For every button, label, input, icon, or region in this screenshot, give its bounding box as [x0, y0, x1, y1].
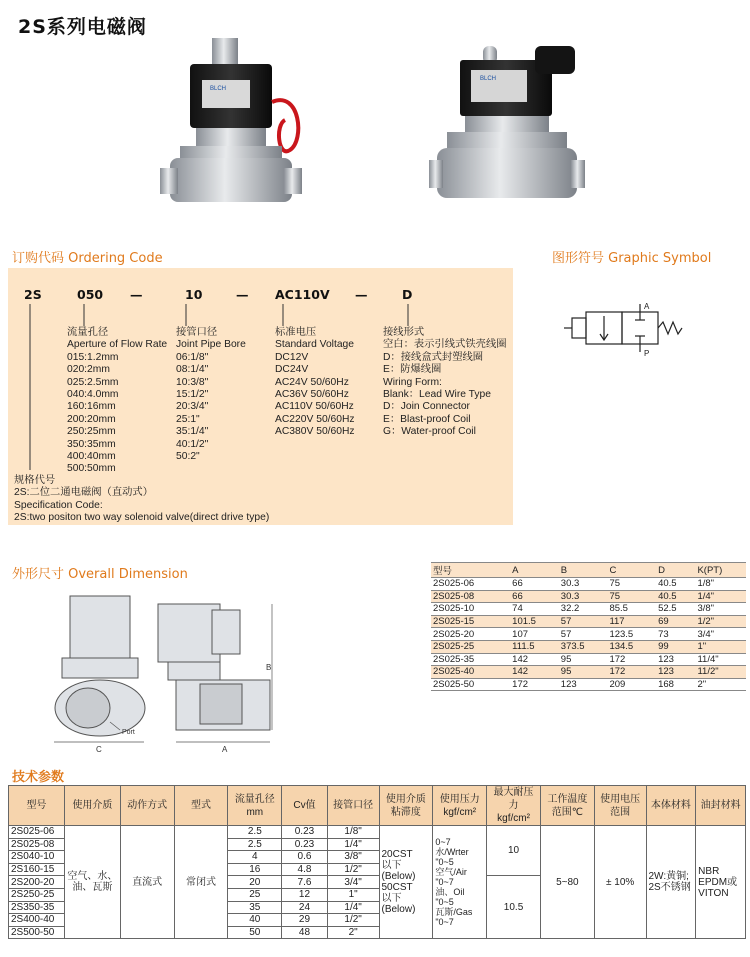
wiring-column — [383, 327, 507, 439]
tech-cv: 7.6 — [282, 876, 328, 889]
dim-cell: 2" — [695, 678, 746, 691]
dim-cell: 57 — [559, 615, 608, 628]
dim-cell: 3/8" — [695, 603, 746, 616]
spec-line: 2S:二位二通电磁阀（直动式） — [14, 487, 154, 499]
voltage-heading-en: Standard Voltage — [275, 339, 355, 351]
tech-cv: 24 — [282, 901, 328, 914]
table-row — [431, 678, 746, 691]
tech-pipe: 1/4" — [327, 901, 379, 914]
dim-header: D — [656, 563, 695, 578]
dim-cell: 73 — [656, 628, 695, 641]
tech-pipe: 3/4" — [327, 876, 379, 889]
aperture-heading-en: Aperture of Flow Rate — [67, 339, 168, 351]
dim-cell: 32.2 — [559, 603, 608, 616]
aperture-item: 025:2.5mm — [67, 376, 119, 388]
pipe-item: 25:1" — [176, 413, 200, 425]
aperture-item: 250:25mm — [67, 426, 116, 438]
tech-header: 工作温度 范围℃ — [540, 786, 594, 826]
tech-seal: NBR EPDM或 VITON — [696, 826, 746, 939]
tech-header: 最大耐压力 kgf/cm² — [487, 786, 541, 826]
dim-cell: 2S025-06 — [431, 578, 510, 591]
tech-aperture: 2.5 — [228, 826, 282, 839]
valve-photo-left — [150, 30, 320, 235]
dimension-table — [431, 562, 746, 691]
tech-model: 2S160-15 — [9, 863, 65, 876]
dim-cell: 52.5 — [656, 603, 695, 616]
coil-label-right: BLCH — [480, 76, 497, 82]
dim-cell: 95 — [559, 666, 608, 679]
tech-header: 使用介质 粘滞度 — [379, 786, 433, 826]
code-sep-2: — — [236, 287, 249, 302]
aperture-item: 500:50mm — [67, 463, 116, 475]
tech-action: 直流式 — [120, 826, 174, 939]
pipe-item: 35:1/4" — [176, 426, 209, 438]
dim-cell: 209 — [607, 678, 656, 691]
aperture-item: 160:16mm — [67, 401, 116, 413]
dim-cell: 107 — [510, 628, 559, 641]
table-row — [431, 628, 746, 641]
tech-cv: 12 — [282, 888, 328, 901]
tech-max-pressure: 10 — [487, 826, 541, 876]
dim-cell: 30.3 — [559, 578, 608, 591]
wiring-line: E：防爆线圈 — [383, 364, 442, 376]
tech-pipe: 1/2" — [327, 914, 379, 927]
tech-pipe: 1/4" — [327, 838, 379, 851]
spec-code-block — [14, 475, 269, 525]
tech-cv: 0.23 — [282, 826, 328, 839]
dim-cell: 172 — [607, 653, 656, 666]
dim-cell: 2S025-20 — [431, 628, 510, 641]
dim-cell: 123 — [656, 666, 695, 679]
pipe-item: 06:1/8" — [176, 351, 209, 363]
dim-cell: 2S025-35 — [431, 653, 510, 666]
pipe-item: 20:3/4" — [176, 401, 209, 413]
voltage-item: DC24V — [275, 364, 309, 376]
tech-header: 流量孔径 mm — [228, 786, 282, 826]
wiring-line: D：接线盒式封塑线圈 — [383, 351, 484, 363]
dim-cell: 172 — [607, 666, 656, 679]
voltage-item: AC36V 50/60Hz — [275, 388, 349, 400]
tech-cv: 48 — [282, 926, 328, 939]
tech-aperture: 25 — [228, 888, 282, 901]
dim-cell: 95 — [559, 653, 608, 666]
symbol-label-p: P — [644, 349, 650, 358]
tech-cv: 29 — [282, 914, 328, 927]
graphic-symbol-heading: 图形符号 Graphic Symbol — [552, 251, 712, 266]
spec-line: 规格代号 — [14, 475, 56, 486]
pipe-item: 50:2" — [176, 450, 200, 462]
wiring-line: 空白：表示引线式铁壳线圈 — [383, 339, 507, 351]
tech-aperture: 2.5 — [228, 838, 282, 851]
tech-viscosity: 20CST 以下 (Below) 50CST 以下 (Below) — [379, 826, 433, 939]
dim-cell: 1" — [695, 640, 746, 653]
tech-header: 使用电压 范围 — [594, 786, 646, 826]
tech-header-row — [9, 786, 746, 826]
wiring-line: E：Blast-proof Coil — [383, 413, 471, 425]
coil-label-left: BLCH — [210, 86, 227, 92]
tech-aperture: 50 — [228, 926, 282, 939]
tech-params-heading: 技术参数 — [12, 770, 65, 785]
code-part-pipe: 10 — [185, 287, 203, 302]
tech-header: 动作方式 — [120, 786, 174, 826]
tech-pipe: 3/8" — [327, 851, 379, 864]
dim-cell: 168 — [656, 678, 695, 691]
dimension-drawing — [40, 590, 280, 760]
tech-pipe: 2" — [327, 926, 379, 939]
aperture-item: 020:2mm — [67, 364, 110, 376]
dim-header: K(PT) — [695, 563, 746, 578]
tech-aperture: 35 — [228, 901, 282, 914]
dim-header: 型号 — [431, 563, 510, 578]
dim-cell: 40.5 — [656, 578, 695, 591]
tech-header: 本体材料 — [646, 786, 696, 826]
tech-max-pressure: 10.5 — [487, 876, 541, 939]
wiring-line: D：Join Connector — [383, 401, 470, 413]
dim-cell: 75 — [607, 590, 656, 603]
tech-model: 2S400-40 — [9, 914, 65, 927]
tech-aperture: 4 — [228, 851, 282, 864]
dim-cell: 69 — [656, 615, 695, 628]
pipe-column — [176, 327, 246, 463]
drawing-label-b: B — [266, 663, 272, 672]
dim-cell: 123 — [559, 678, 608, 691]
valve-photo-right — [425, 42, 595, 237]
wiring-line: G：Water-proof Coil — [383, 426, 476, 438]
pipe-heading-cn: 接管口径 — [176, 327, 218, 338]
wiring-line: 接线形式 — [383, 327, 425, 338]
aperture-item: 200:20mm — [67, 413, 116, 425]
tech-model: 2S250-25 — [9, 888, 65, 901]
code-sep-1: — — [130, 287, 143, 302]
tech-cv: 0.6 — [282, 851, 328, 864]
pipe-item: 08:1/4" — [176, 364, 209, 376]
voltage-column — [275, 327, 355, 439]
tech-model: 2S200-20 — [9, 876, 65, 889]
dim-cell: 134.5 — [607, 640, 656, 653]
tech-medium: 空气、水、 油、瓦斯 — [64, 826, 120, 939]
voltage-item: AC380V 50/60Hz — [275, 426, 355, 438]
tech-aperture: 40 — [228, 914, 282, 927]
voltage-item: AC220V 50/60Hz — [275, 413, 355, 425]
tech-temp: 5~80 — [540, 826, 594, 939]
overall-dimension-heading: 外形尺寸 Overall Dimension — [12, 567, 188, 582]
code-part-voltage: AC110V — [275, 287, 330, 302]
tech-body: 2W:黄铜; 2S不锈钢 — [646, 826, 696, 939]
dim-cell: 142 — [510, 666, 559, 679]
dim-cell: 2S025-25 — [431, 640, 510, 653]
code-part-wiring: D — [402, 287, 413, 302]
aperture-column — [67, 327, 167, 476]
dim-header: C — [607, 563, 656, 578]
pipe-item: 40:1/2" — [176, 438, 209, 450]
tech-cv: 4.8 — [282, 863, 328, 876]
tech-aperture: 16 — [228, 863, 282, 876]
tech-pipe: 1" — [327, 888, 379, 901]
dim-cell: 2S025-15 — [431, 615, 510, 628]
dim-cell: 99 — [656, 640, 695, 653]
symbol-label-a: A — [644, 302, 650, 311]
dim-cell: 2S025-50 — [431, 678, 510, 691]
code-part-series: 2S — [24, 287, 42, 302]
voltage-item: AC110V 50/60Hz — [275, 401, 354, 413]
table-row — [431, 603, 746, 616]
code-part-aperture: 050 — [77, 287, 104, 302]
spec-line: Specification Code: — [14, 499, 103, 511]
dim-cell: 30.3 — [559, 590, 608, 603]
tech-header: 使用介质 — [64, 786, 120, 826]
tech-aperture: 20 — [228, 876, 282, 889]
dim-cell: 57 — [559, 628, 608, 641]
dim-cell: 75 — [607, 578, 656, 591]
aperture-heading-cn: 流量孔径 — [67, 327, 109, 338]
dim-cell: 11/4" — [695, 653, 746, 666]
drawing-label-a: A — [222, 745, 228, 754]
voltage-item: AC24V 50/60Hz — [275, 376, 349, 388]
voltage-item: DC12V — [275, 351, 309, 363]
dim-cell: 3/4" — [695, 628, 746, 641]
tech-model: 2S025-06 — [9, 826, 65, 839]
page-title: 2S系列电磁阀 — [18, 16, 147, 38]
graphic-symbol — [562, 300, 702, 360]
table-row — [431, 590, 746, 603]
dim-cell: 85.5 — [607, 603, 656, 616]
tech-model: 2S500-50 — [9, 926, 65, 939]
spec-line: 2S:two positon two way solenoid valve(direct drive type) — [14, 512, 270, 524]
tech-model: 2S040-10 — [9, 851, 65, 864]
code-sep-3: — — [355, 287, 368, 302]
dim-cell: 1/4" — [695, 590, 746, 603]
dim-cell: 172 — [510, 678, 559, 691]
tech-table — [8, 785, 746, 939]
table-row — [431, 578, 746, 591]
dim-cell: 66 — [510, 590, 559, 603]
aperture-item: 015:1.2mm — [67, 351, 119, 363]
tech-pressure: 0~7 水/Wrter "0~5 空气/Air "0~7 油、Oil "0~5 瓦斯/Gas "0~7 — [433, 826, 487, 939]
dim-cell: 1/2" — [695, 615, 746, 628]
dim-cell: 117 — [607, 615, 656, 628]
tech-cv: 0.23 — [282, 838, 328, 851]
tech-header: 接管口径 — [327, 786, 379, 826]
tech-pipe: 1/2" — [327, 863, 379, 876]
dim-cell: 66 — [510, 578, 559, 591]
tech-type: 常闭式 — [174, 826, 228, 939]
voltage-heading-cn: 标准电压 — [275, 327, 317, 338]
pipe-item: 15:1/2" — [176, 388, 209, 400]
dim-cell: 2S025-08 — [431, 590, 510, 603]
dim-header: A — [510, 563, 559, 578]
dimension-header-row — [431, 563, 746, 578]
dim-cell: 1/8" — [695, 578, 746, 591]
wiring-line: Wiring Form: — [383, 376, 442, 388]
dim-cell: 74 — [510, 603, 559, 616]
tech-header: 使用压力 kgf/cm² — [433, 786, 487, 826]
tech-header: Cv值 — [282, 786, 328, 826]
tech-header: 型号 — [9, 786, 65, 826]
tech-model: 2S350-35 — [9, 901, 65, 914]
tech-header: 油封材料 — [696, 786, 746, 826]
table-row — [431, 615, 746, 628]
table-row — [9, 826, 746, 839]
pipe-heading-en: Joint Pipe Bore — [176, 339, 246, 351]
dim-cell: 123.5 — [607, 628, 656, 641]
ordering-code-heading: 订购代码 Ordering Code — [12, 251, 163, 266]
dim-cell: 123 — [656, 653, 695, 666]
tech-header: 型式 — [174, 786, 228, 826]
aperture-item: 040:4.0mm — [67, 388, 119, 400]
tech-pipe: 1/8" — [327, 826, 379, 839]
table-row — [431, 640, 746, 653]
drawing-label-c: C — [96, 745, 102, 754]
tech-voltage: ± 10% — [594, 826, 646, 939]
wiring-line: Blank：Lead Wire Type — [383, 388, 491, 400]
dim-cell: 2S025-40 — [431, 666, 510, 679]
dim-cell: 101.5 — [510, 615, 559, 628]
aperture-item: 400:40mm — [67, 450, 116, 462]
table-row — [431, 653, 746, 666]
dim-cell: 2S025-10 — [431, 603, 510, 616]
drawing-label-port: Port — [122, 729, 135, 736]
tech-model: 2S025-08 — [9, 838, 65, 851]
dim-cell: 40.5 — [656, 590, 695, 603]
table-row — [431, 666, 746, 679]
pipe-item: 10:3/8" — [176, 376, 209, 388]
dim-cell: 373.5 — [559, 640, 608, 653]
dim-cell: 142 — [510, 653, 559, 666]
aperture-item: 350:35mm — [67, 438, 116, 450]
dim-cell: 11/2" — [695, 666, 746, 679]
dim-header: B — [559, 563, 608, 578]
dim-cell: 111.5 — [510, 640, 559, 653]
